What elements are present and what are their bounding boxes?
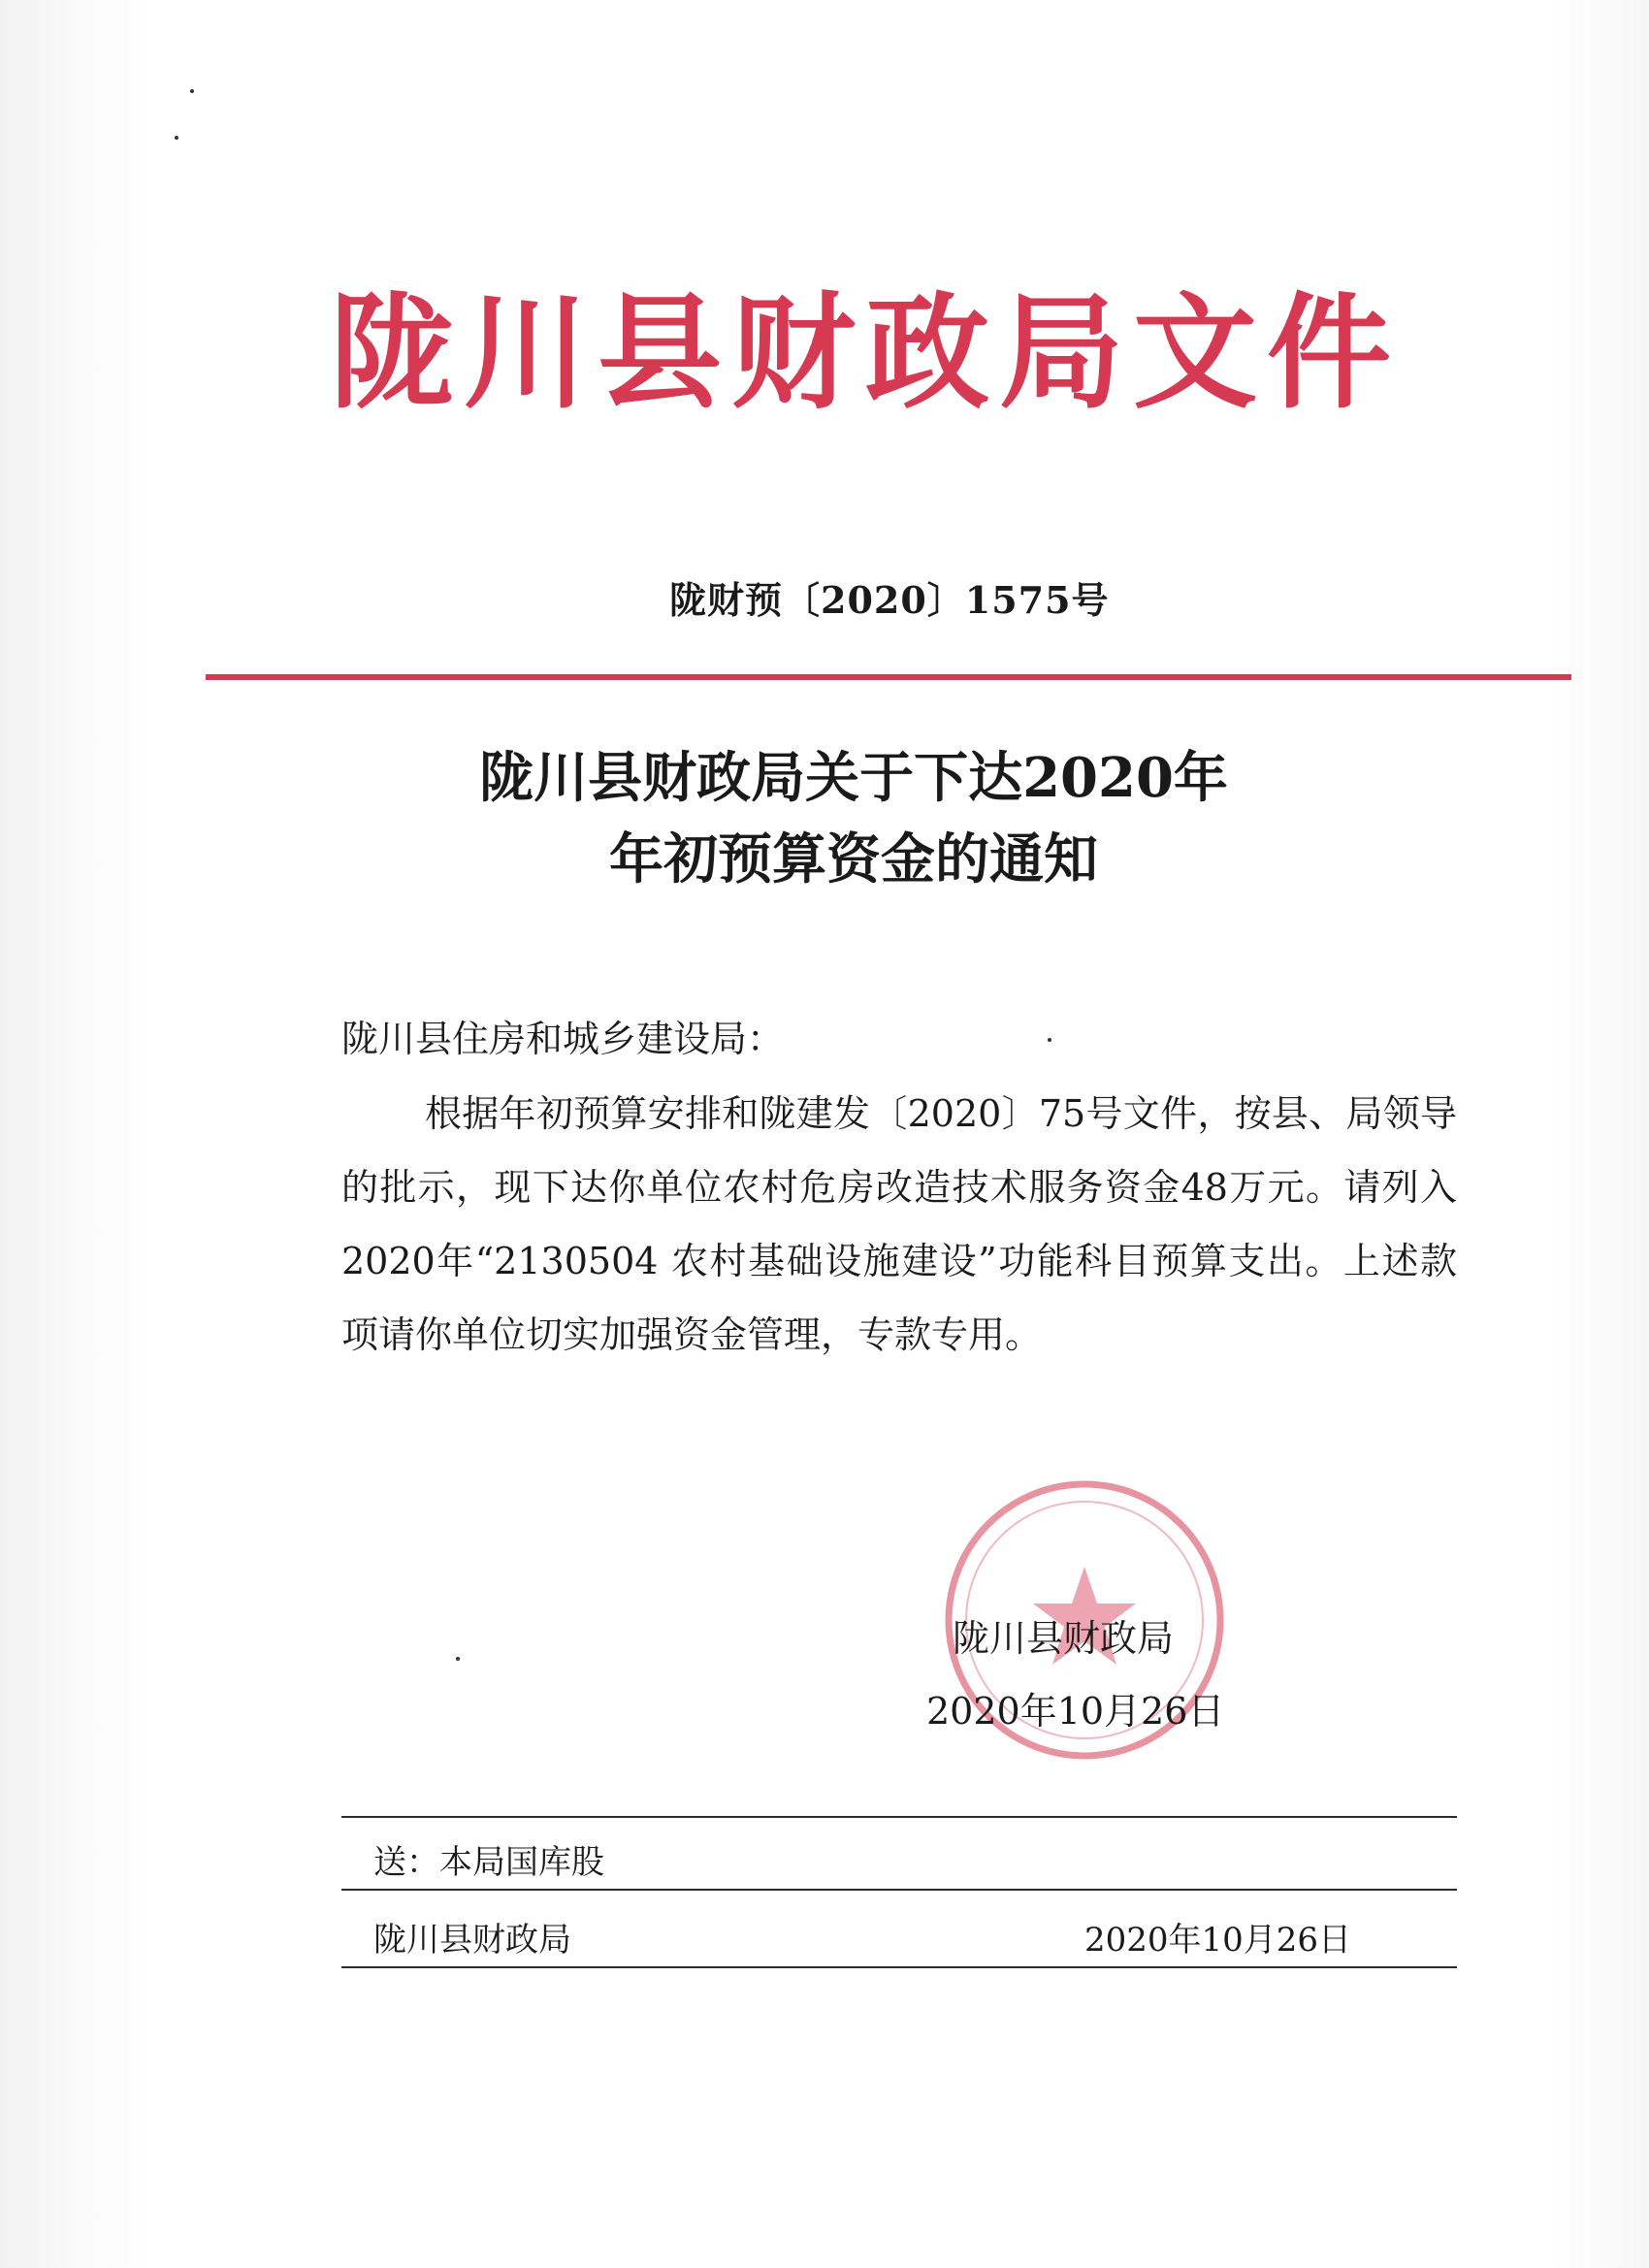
document-header-title: 陇川县财政局文件 (330, 280, 1402, 426)
scan-speck (456, 1657, 460, 1661)
scan-speck (190, 89, 194, 93)
addressee: 陇川县住房和城乡建设局： (341, 1018, 785, 1060)
signature-organization: 陇川县财政局 (953, 1617, 1175, 1660)
document-number: 陇财预〔2020〕1575号 (669, 578, 1110, 622)
footer-rule-bottom (341, 1966, 1457, 1968)
notice-title (369, 737, 1339, 900)
notice-title-line-1: 陇川县财政局关于下达2020年 (479, 746, 1228, 810)
signature-date: 2020年10月26日 (926, 1690, 1225, 1733)
scan-speck (175, 136, 178, 140)
footer-rule-middle (341, 1889, 1457, 1891)
notice-body: 根据年初预算安排和陇建发〔2020〕75号文件，按县、局领导的批示，现下达你单位农村危房改造技术服务资金48万元。请列入2020年“2130504 农村基础设施建设”功能科目预算支出。上述款项请你单位切实加强资金管理，专款专用。 (341, 1092, 1457, 1356)
notice-title-line-2: 年初预算资金的通知 (609, 827, 1098, 891)
footer-rule-top (341, 1816, 1457, 1818)
scan-speck (1048, 1038, 1051, 1042)
header-red-divider (206, 674, 1571, 680)
footer-date: 2020年10月26日 (1084, 1921, 1352, 1960)
cc-recipients: 送：本局国库股 (373, 1843, 604, 1882)
footer-organization: 陇川县财政局 (373, 1921, 571, 1960)
